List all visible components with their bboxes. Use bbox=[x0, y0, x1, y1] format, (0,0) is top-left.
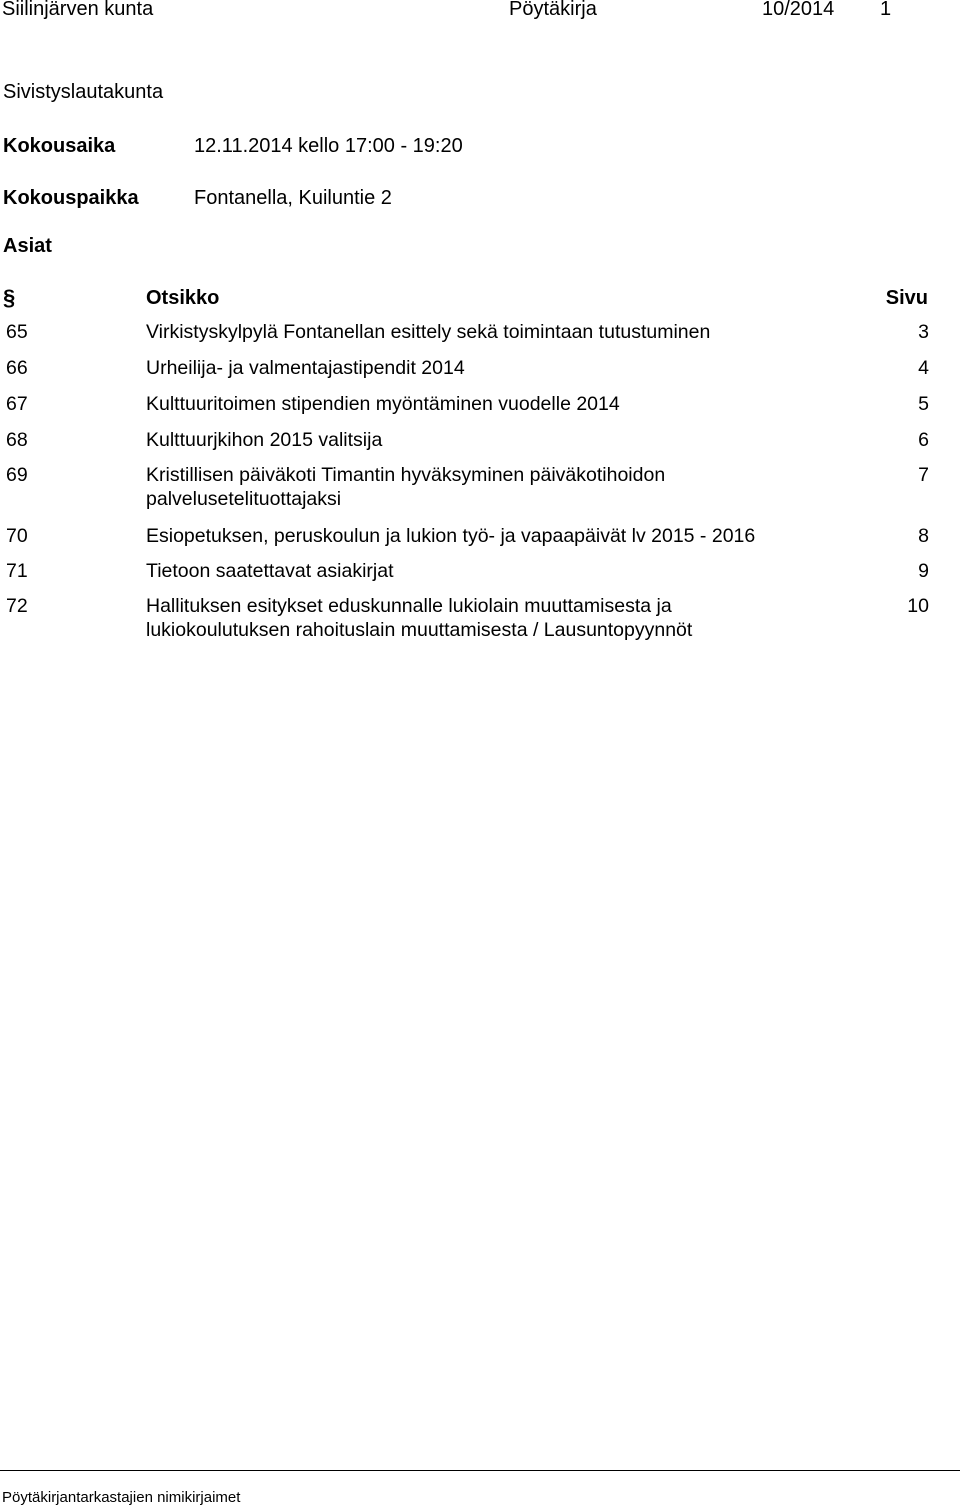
item-number: 65 bbox=[6, 321, 28, 343]
document-type: Pöytäkirja bbox=[509, 0, 597, 20]
document-number: 10/2014 bbox=[762, 0, 835, 20]
agenda-item bbox=[0, 356, 960, 392]
item-title: Tietoon saatettavat asiakirjat bbox=[146, 560, 394, 582]
item-number: 70 bbox=[6, 525, 28, 547]
page-number: 1 bbox=[880, 0, 892, 20]
item-page: 3 bbox=[918, 321, 929, 343]
agenda-list bbox=[0, 320, 960, 654]
item-number: 69 bbox=[6, 464, 28, 486]
item-title: Hallituksen esitykset eduskunnalle lukiolain muuttamisesta ja lukiokoulutuksen rahoituslain muuttamisesta / Lausuntopyynnöt bbox=[146, 595, 693, 641]
section-sign-icon: § bbox=[3, 285, 16, 310]
organization-name: Siilinjärven kunta bbox=[2, 0, 154, 20]
item-title: Kulttuuritoimen stipendien myöntäminen vuodelle 2014 bbox=[146, 393, 620, 415]
meeting-time-value: 12.11.2014 kello 17:00 - 19:20 bbox=[194, 135, 463, 157]
page-column-header: Sivu bbox=[885, 287, 928, 309]
item-number: 66 bbox=[6, 357, 28, 379]
item-number: 68 bbox=[6, 429, 28, 451]
item-number: 72 bbox=[6, 595, 28, 617]
agenda-item bbox=[0, 559, 960, 594]
signatures-label: Pöytäkirjantarkastajien nimikirjaimet bbox=[2, 1489, 241, 1506]
item-page: 4 bbox=[918, 357, 929, 379]
item-page: 10 bbox=[907, 595, 929, 617]
agenda-item bbox=[0, 463, 960, 524]
agenda-item bbox=[0, 594, 960, 654]
agenda-item bbox=[0, 320, 960, 356]
item-page: 6 bbox=[918, 429, 929, 451]
item-page: 5 bbox=[918, 393, 929, 415]
agenda-item bbox=[0, 392, 960, 428]
meeting-time-label: Kokousaika bbox=[3, 135, 116, 157]
item-page: 8 bbox=[918, 525, 929, 547]
meeting-place-value: Fontanella, Kuiluntie 2 bbox=[194, 187, 392, 209]
footer-divider bbox=[0, 1470, 960, 1471]
title-column-header: Otsikko bbox=[146, 287, 220, 309]
agenda-item bbox=[0, 524, 960, 559]
agenda-item bbox=[0, 428, 960, 463]
item-title: Urheilija- ja valmentajastipendit 2014 bbox=[146, 357, 465, 379]
agenda-heading: Asiat bbox=[3, 235, 52, 257]
item-title: Virkistyskylpylä Fontanellan esittely sekä toimintaan tutustuminen bbox=[146, 321, 711, 343]
item-number: 71 bbox=[6, 560, 28, 582]
agenda-header-row bbox=[0, 283, 960, 313]
item-title: Kristillisen päiväkoti Timantin hyväksyminen päiväkotihoidon palvelusetelituottajaksi bbox=[146, 464, 666, 510]
meeting-place-label: Kokouspaikka bbox=[3, 187, 139, 209]
item-page: 9 bbox=[918, 560, 929, 582]
item-number: 67 bbox=[6, 393, 28, 415]
committee-name: Sivistyslautakunta bbox=[3, 81, 164, 103]
item-title: Kulttuurjkihon 2015 valitsija bbox=[146, 429, 383, 451]
item-page: 7 bbox=[918, 464, 929, 486]
item-title: Esiopetuksen, peruskoulun ja lukion työ- ja vapaapäivät lv 2015 - 2016 bbox=[146, 525, 756, 547]
